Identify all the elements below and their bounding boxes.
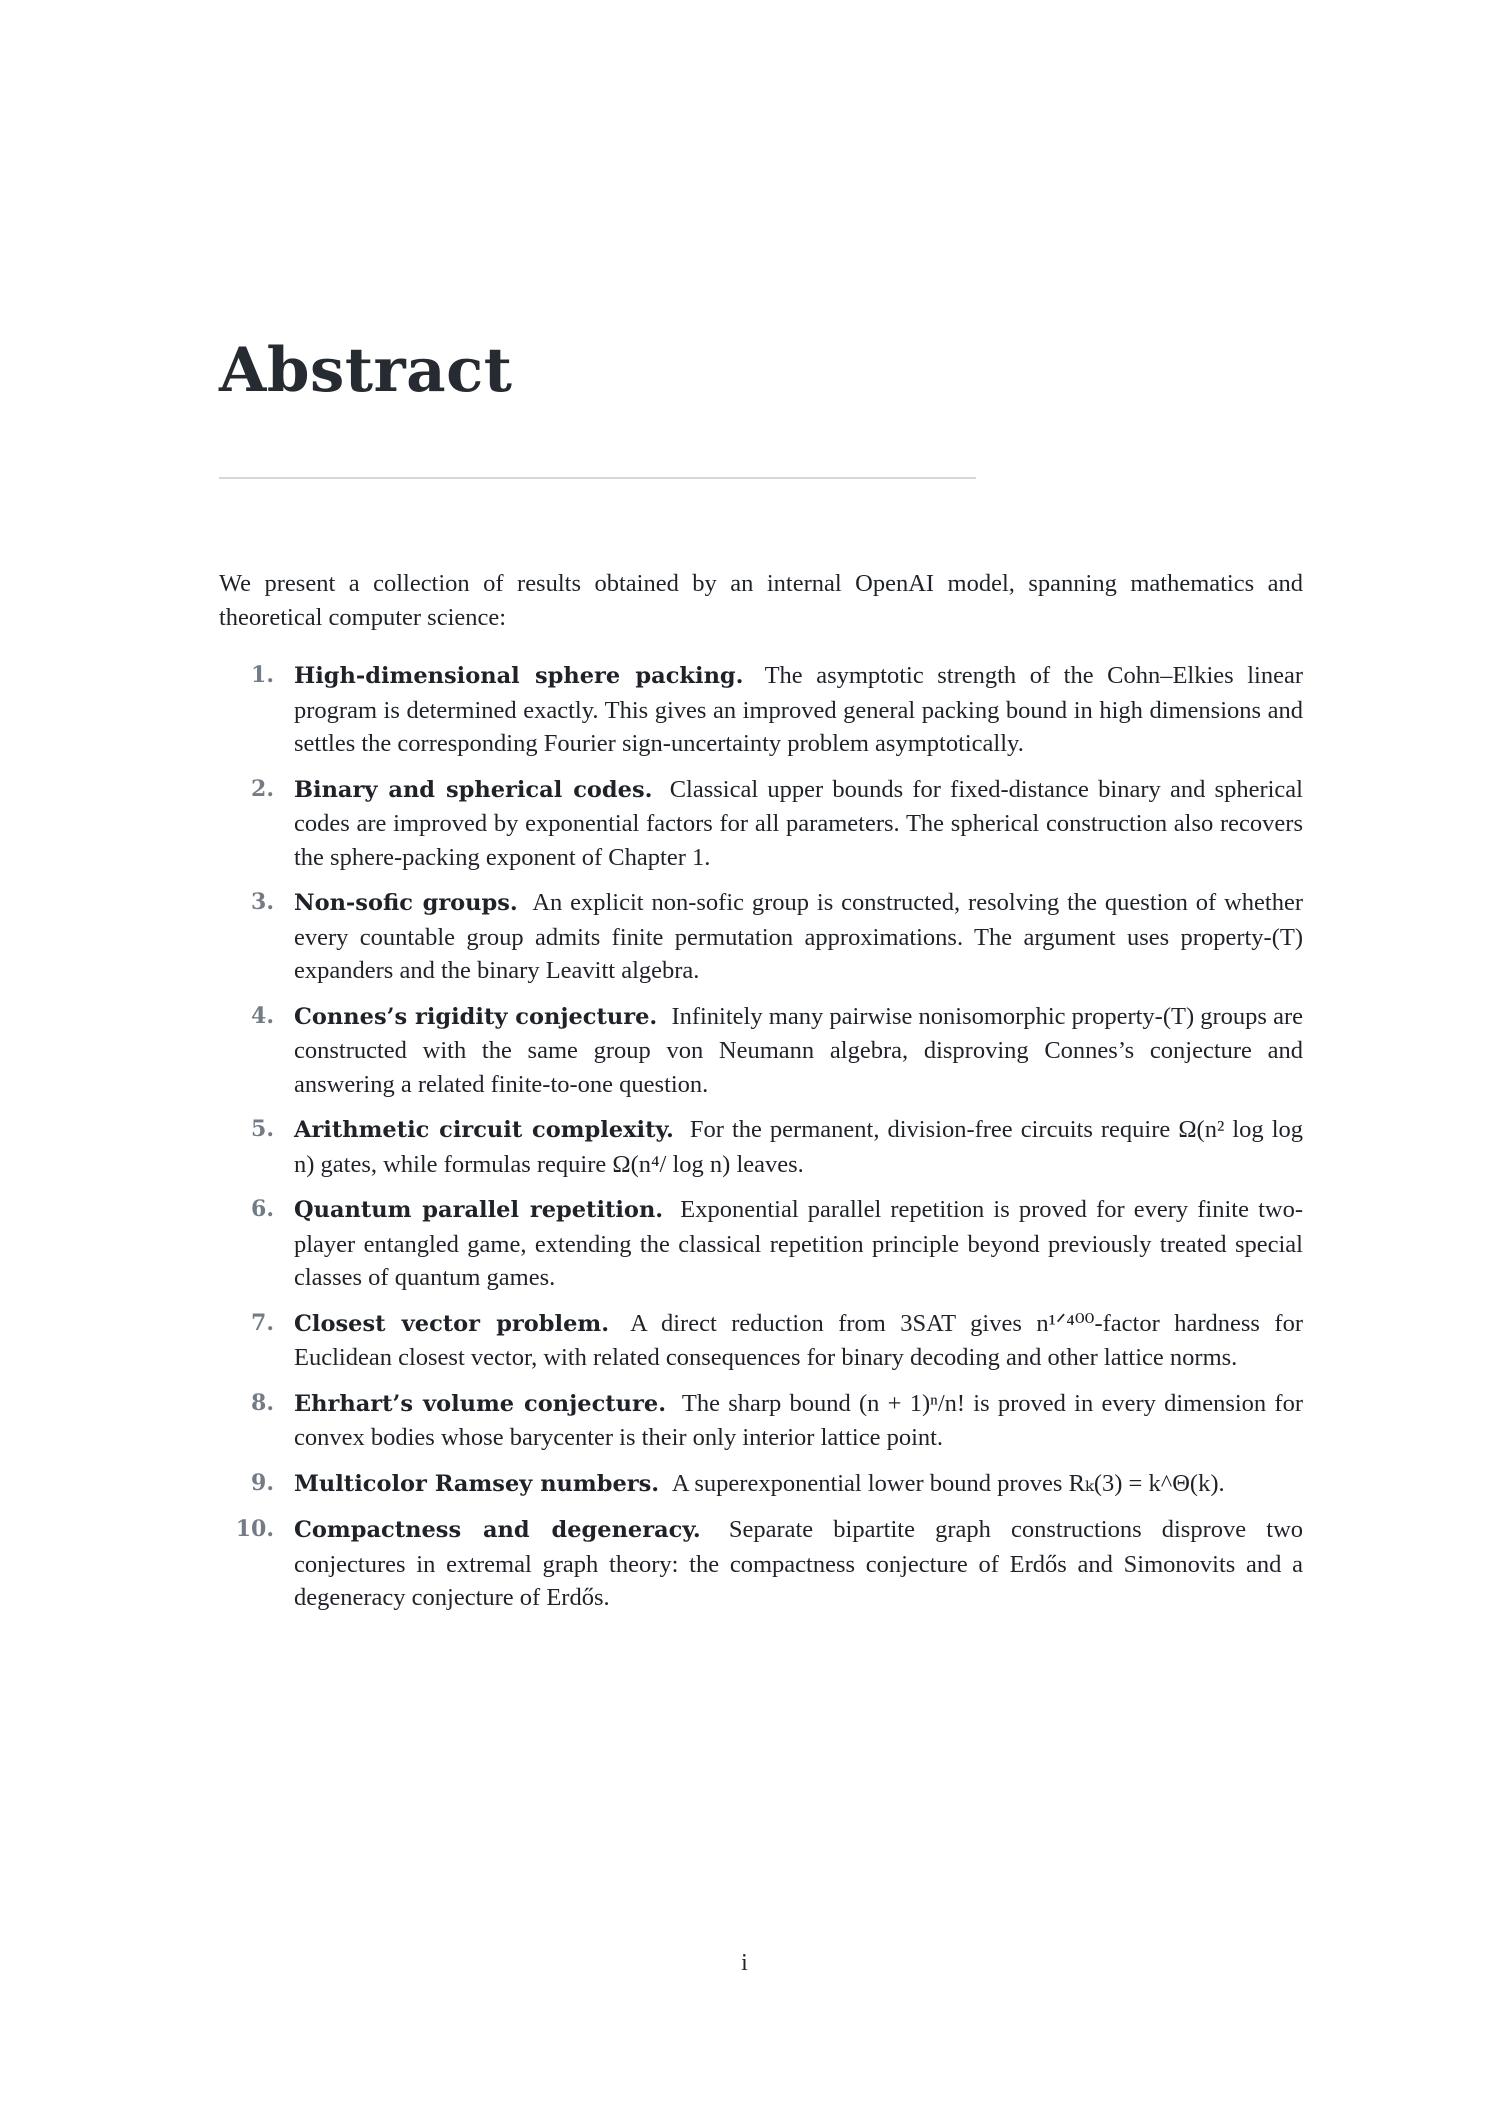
list-item <box>219 1307 1303 1375</box>
list-item <box>219 773 1303 875</box>
item-title: Connes’s rigidity conjecture. <box>294 1003 658 1030</box>
item-body: An explicit non-sofic group is constructed, resolving the question of whether every countable group admits finite permutation approximations. The argument uses property-(T) expanders and the binary Leavitt algebra. <box>294 889 1303 984</box>
item-body: Infinitely many pairwise nonisomorphic property-(T) groups are constructed with the same group von Neumann algebra, disproving Connes’s conjecture and answering a related finite-to-one question. <box>294 1002 1304 1098</box>
list-item <box>219 1113 1303 1181</box>
list-item <box>219 1193 1303 1295</box>
item-number: 2. <box>251 775 274 802</box>
abstract-intro: We present a collection of results obtained by an internal OpenAI model, spanning mathematics and theoretical computer science: <box>219 570 1303 631</box>
item-body: Classical upper bounds for fixed-distance binary and spherical codes are improved by exponential factors for all parameters. The spherical construction also recovers the sphere-packing exponent of Chapter 1. <box>294 775 1303 871</box>
item-number: 6. <box>251 1196 274 1222</box>
item-number: 1. <box>251 662 274 688</box>
page-number: i <box>741 1950 748 1976</box>
list-item <box>219 1000 1303 1102</box>
list-item <box>219 1467 1303 1502</box>
page-title: Abstract <box>219 335 513 406</box>
item-title: Compactness and degeneracy. <box>294 1517 701 1543</box>
item-title: Multicolor Ramsey numbers. <box>294 1470 660 1497</box>
item-body: Exponential parallel repetition is proved for every finite two-player entangled game, extending the classical repetition principle beyond previously treated special classes of quantum games. <box>294 1196 1304 1291</box>
list-item <box>219 886 1303 988</box>
item-body: For the permanent, division-free circuits require Ω(n² log log n) gates, while formulas require Ω(n⁴/ log n) leaves. <box>294 1116 1304 1178</box>
item-title: Non-sofic groups. <box>294 890 518 916</box>
item-title: Arithmetic circuit complexity. <box>294 1117 674 1143</box>
item-number: 8. <box>251 1389 274 1416</box>
item-title: Closest vector problem. <box>294 1310 610 1337</box>
item-body: The asymptotic strength of the Cohn–Elkies linear program is determined exactly. This gives an improved general packing bound in high dimensions and settles the corresponding Fourier sign-uncertainty problem asymptotically. <box>294 662 1303 757</box>
list-item <box>219 1387 1303 1455</box>
item-body: A superexponential lower bound proves Rₖ(3) = k^Θ(k). <box>671 1469 1225 1497</box>
list-item <box>219 1513 1303 1615</box>
item-title: Quantum parallel repetition. <box>294 1197 664 1223</box>
title-divider <box>219 477 976 479</box>
item-body: The sharp bound (n + 1)ⁿ/n! is proved in every dimension for convex bodies whose barycenter is their only interior lattice point. <box>294 1389 1303 1451</box>
item-number: 5. <box>251 1116 274 1142</box>
item-body: Separate bipartite graph constructions disprove two conjectures in extremal graph theory: the compactness conjecture of Erdős and Simonovits and a degeneracy conjecture of Erdős. <box>294 1516 1304 1611</box>
item-number: 4. <box>251 1002 274 1029</box>
results-list <box>219 659 1303 1627</box>
item-number: 9. <box>251 1469 274 1496</box>
item-title: High-dimensional sphere packing. <box>294 663 744 689</box>
item-title: Ehrhart’s volume conjecture. <box>294 1390 667 1417</box>
item-title: Binary and spherical codes. <box>294 776 653 803</box>
item-number: 10. <box>235 1516 274 1542</box>
item-number: 3. <box>251 889 274 915</box>
item-body: A direct reduction from 3SAT gives n¹ᐟ⁴⁰⁰-factor hardness for Euclidean closest vector, with related consequences for binary decoding and other lattice norms. <box>294 1309 1303 1371</box>
item-number: 7. <box>251 1309 274 1336</box>
list-item <box>219 659 1303 761</box>
